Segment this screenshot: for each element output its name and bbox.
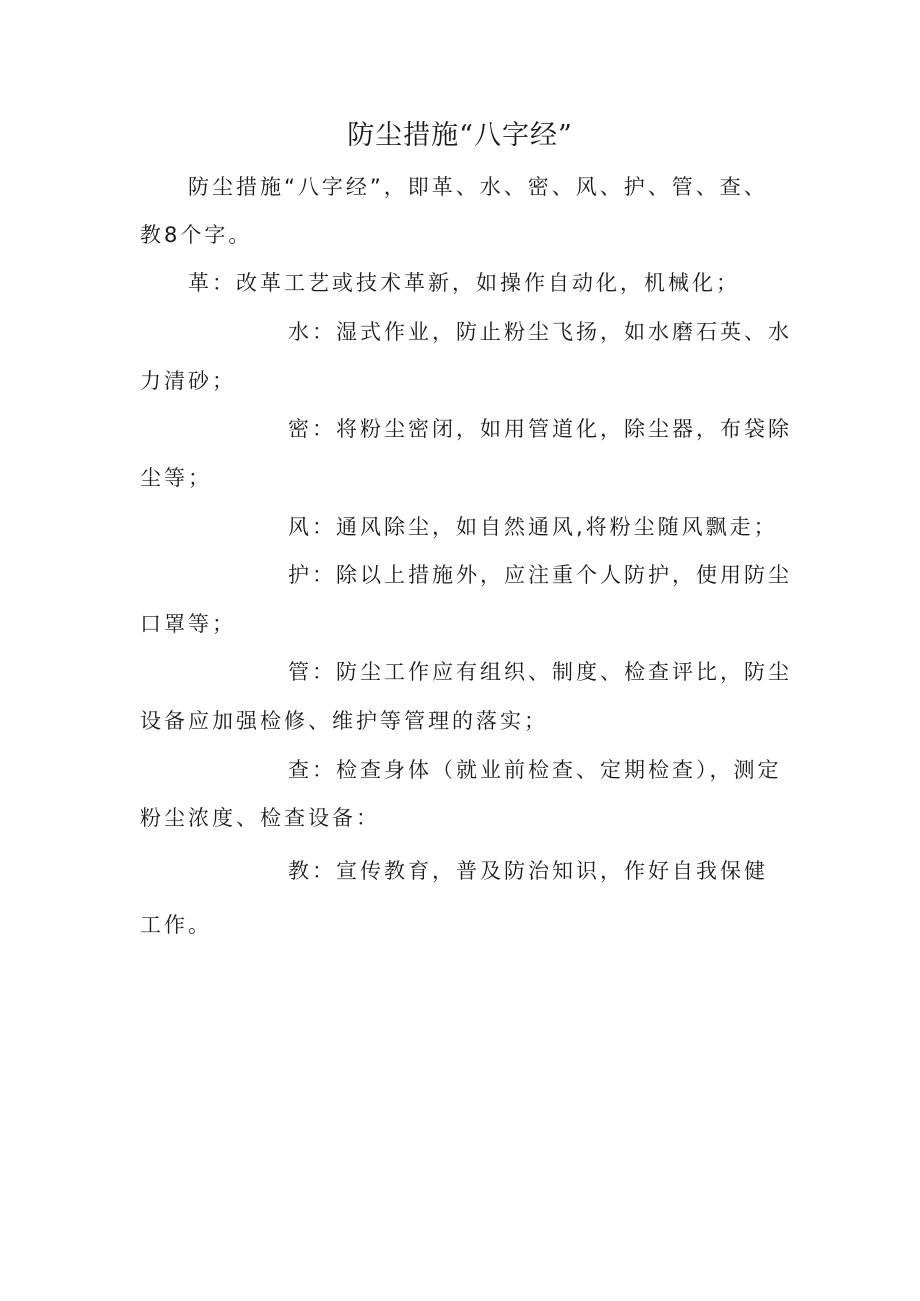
item-cha-line-2: 粉尘浓度、检查设备： [140, 806, 380, 830]
item-mi-line-1: 密：将粉尘密闭，如用管道化，除尘器，布袋除 [288, 417, 792, 441]
item-hu-line-1: 护：除以上措施外，应注重个人防护，使用防尘 [288, 563, 792, 587]
item-cha-line-1: 查：检查身体（就业前检查、定期检查），测定 [288, 758, 782, 782]
item-shui-line-1: 水：湿式作业，防止粉尘飞扬，如水磨石英、水 [288, 320, 792, 344]
item-shui-line-2: 力清砂； [140, 369, 236, 393]
document-title: 防尘措施“八字经” [347, 120, 573, 151]
item-mi-line-2: 尘等； [140, 466, 212, 490]
item-ge-line-1: 革：改革工艺或技术革新，如操作自动化，机械化； [188, 271, 740, 295]
item-guan-line-1: 管：防尘工作应有组织、制度、检查评比，防尘 [288, 660, 792, 684]
item-jiao-line-2: 工作。 [140, 913, 212, 937]
intro-line-2: 教8个字。 [140, 223, 253, 247]
item-hu-line-2: 口罩等； [140, 612, 236, 636]
item-jiao-line-1: 教：宣传教育，普及防治知识，作好自我保健 [288, 859, 768, 883]
intro-line-1: 防尘措施“八字经”，即革、水、密、风、护、管、查、 [188, 175, 768, 199]
item-feng-line-1: 风：通风除尘，如自然通风,将粉尘随风飘走； [288, 515, 778, 539]
item-guan-line-2: 设备应加强检修、维护等管理的落实； [140, 709, 548, 733]
